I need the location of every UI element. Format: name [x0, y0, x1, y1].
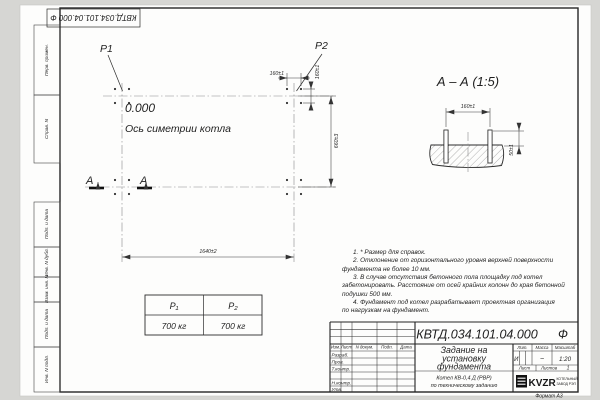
- load-table-header: P₂: [228, 301, 238, 311]
- col-podp: Подп.: [381, 344, 393, 350]
- col-ndoc: N докум.: [355, 344, 374, 350]
- section-letter: А: [140, 175, 148, 187]
- svg-text:160±1: 160±1: [269, 71, 284, 77]
- anchor-bolt: [488, 130, 492, 163]
- svg-text:160±1: 160±1: [315, 64, 321, 80]
- margin-stamp-label: Инв. N подл.: [45, 354, 50, 384]
- note-line: фундамента не более 10 мм.: [342, 266, 431, 273]
- lit-label: Лит.: [517, 345, 528, 350]
- row-prov: Пров.: [331, 359, 344, 365]
- doc-number-stamp-text: КВТД.034.101.04.000 Ф: [50, 13, 137, 23]
- boiler-axis-label: Ось симетрии котла: [125, 123, 232, 135]
- company-name: KVZR: [528, 377, 556, 389]
- doc-title-line: фундамента: [436, 361, 492, 372]
- margin-stamp-label: Подп. и дата: [45, 308, 50, 340]
- row-razrab: Разраб.: [331, 352, 349, 358]
- format-label: Формат А3: [535, 393, 563, 400]
- load-table-value: 700 кг: [161, 321, 187, 331]
- scale-value: 1:20: [558, 356, 572, 363]
- mass-value: ~: [539, 356, 545, 363]
- row-tkontr: Т.контр.: [331, 366, 351, 372]
- level-mark: 0.000: [125, 101, 156, 115]
- row-utv: Утв.: [331, 386, 343, 392]
- col-izm: Изм.: [330, 344, 341, 350]
- company-sub: ЗАВОД РЭП: [556, 382, 576, 386]
- note-line: 3. В случае отсутствия бетонного пола площадку под котел: [353, 274, 543, 281]
- section-title: А – А (1:5): [436, 74, 500, 89]
- svg-text:1640±2: 1640±2: [199, 249, 217, 255]
- margin-stamp-label: Подп. и дата: [45, 208, 50, 240]
- col-data: Дата: [400, 344, 412, 350]
- company-sub: КОТЕЛЬНЫЙ: [556, 377, 578, 381]
- svg-text:660±3: 660±3: [334, 133, 340, 149]
- lit-value: И: [514, 357, 519, 363]
- designation-suffix: Ф: [558, 327, 568, 342]
- load-table-value: 700 кг: [220, 321, 246, 331]
- sheet-label: Лист: [518, 365, 531, 371]
- designation: КВТД.034.101.04.000: [416, 327, 538, 342]
- anchor-bolt: [444, 130, 448, 163]
- svg-text:160±1: 160±1: [460, 104, 476, 110]
- col-list: Лист: [340, 344, 353, 350]
- sheets-value: 1: [566, 365, 570, 372]
- p2-label: P2: [315, 40, 328, 52]
- margin-stamp-label: Перв. примен.: [45, 44, 50, 76]
- note-line: забетонировать. Расстояние от осей крайних колонн до края бетонной: [342, 282, 565, 289]
- concrete-pad: [430, 145, 504, 167]
- doc-title-line: установку: [442, 353, 486, 364]
- row-nkontr: Н.контр.: [331, 380, 352, 386]
- scale-label: Масштаб: [554, 345, 576, 350]
- margin-stamp-label: Справ. N: [45, 118, 50, 140]
- svg-text:50±1: 50±1: [509, 144, 515, 156]
- margin-stamp-label: Взам. инв. N: [45, 275, 50, 303]
- p1-label: P1: [100, 43, 113, 55]
- section-letter: А: [86, 175, 94, 187]
- product-line: по техническому заданию: [430, 383, 498, 389]
- note-line: 2. Отклонение от горизонтального уровня верхней поверхности: [353, 257, 554, 264]
- load-table-header: P₁: [169, 301, 179, 311]
- note-line: подушки 500 мм.: [342, 291, 393, 298]
- note-line: по нагрузкам на фундамент.: [342, 307, 430, 314]
- mass-label: Масса: [535, 345, 549, 350]
- margin-stamp-label: Инв. N дубл.: [45, 248, 50, 276]
- sheets-label: Листов: [541, 365, 557, 371]
- product-line: Котел КВ-0,4 Д (РВР): [436, 375, 492, 382]
- note-line: 1. * Размер для справок.: [353, 249, 426, 256]
- note-line: 4. Фундамент под котел разрабатывает проектная организация: [353, 299, 555, 306]
- doc-title-line: Задание на: [440, 344, 488, 355]
